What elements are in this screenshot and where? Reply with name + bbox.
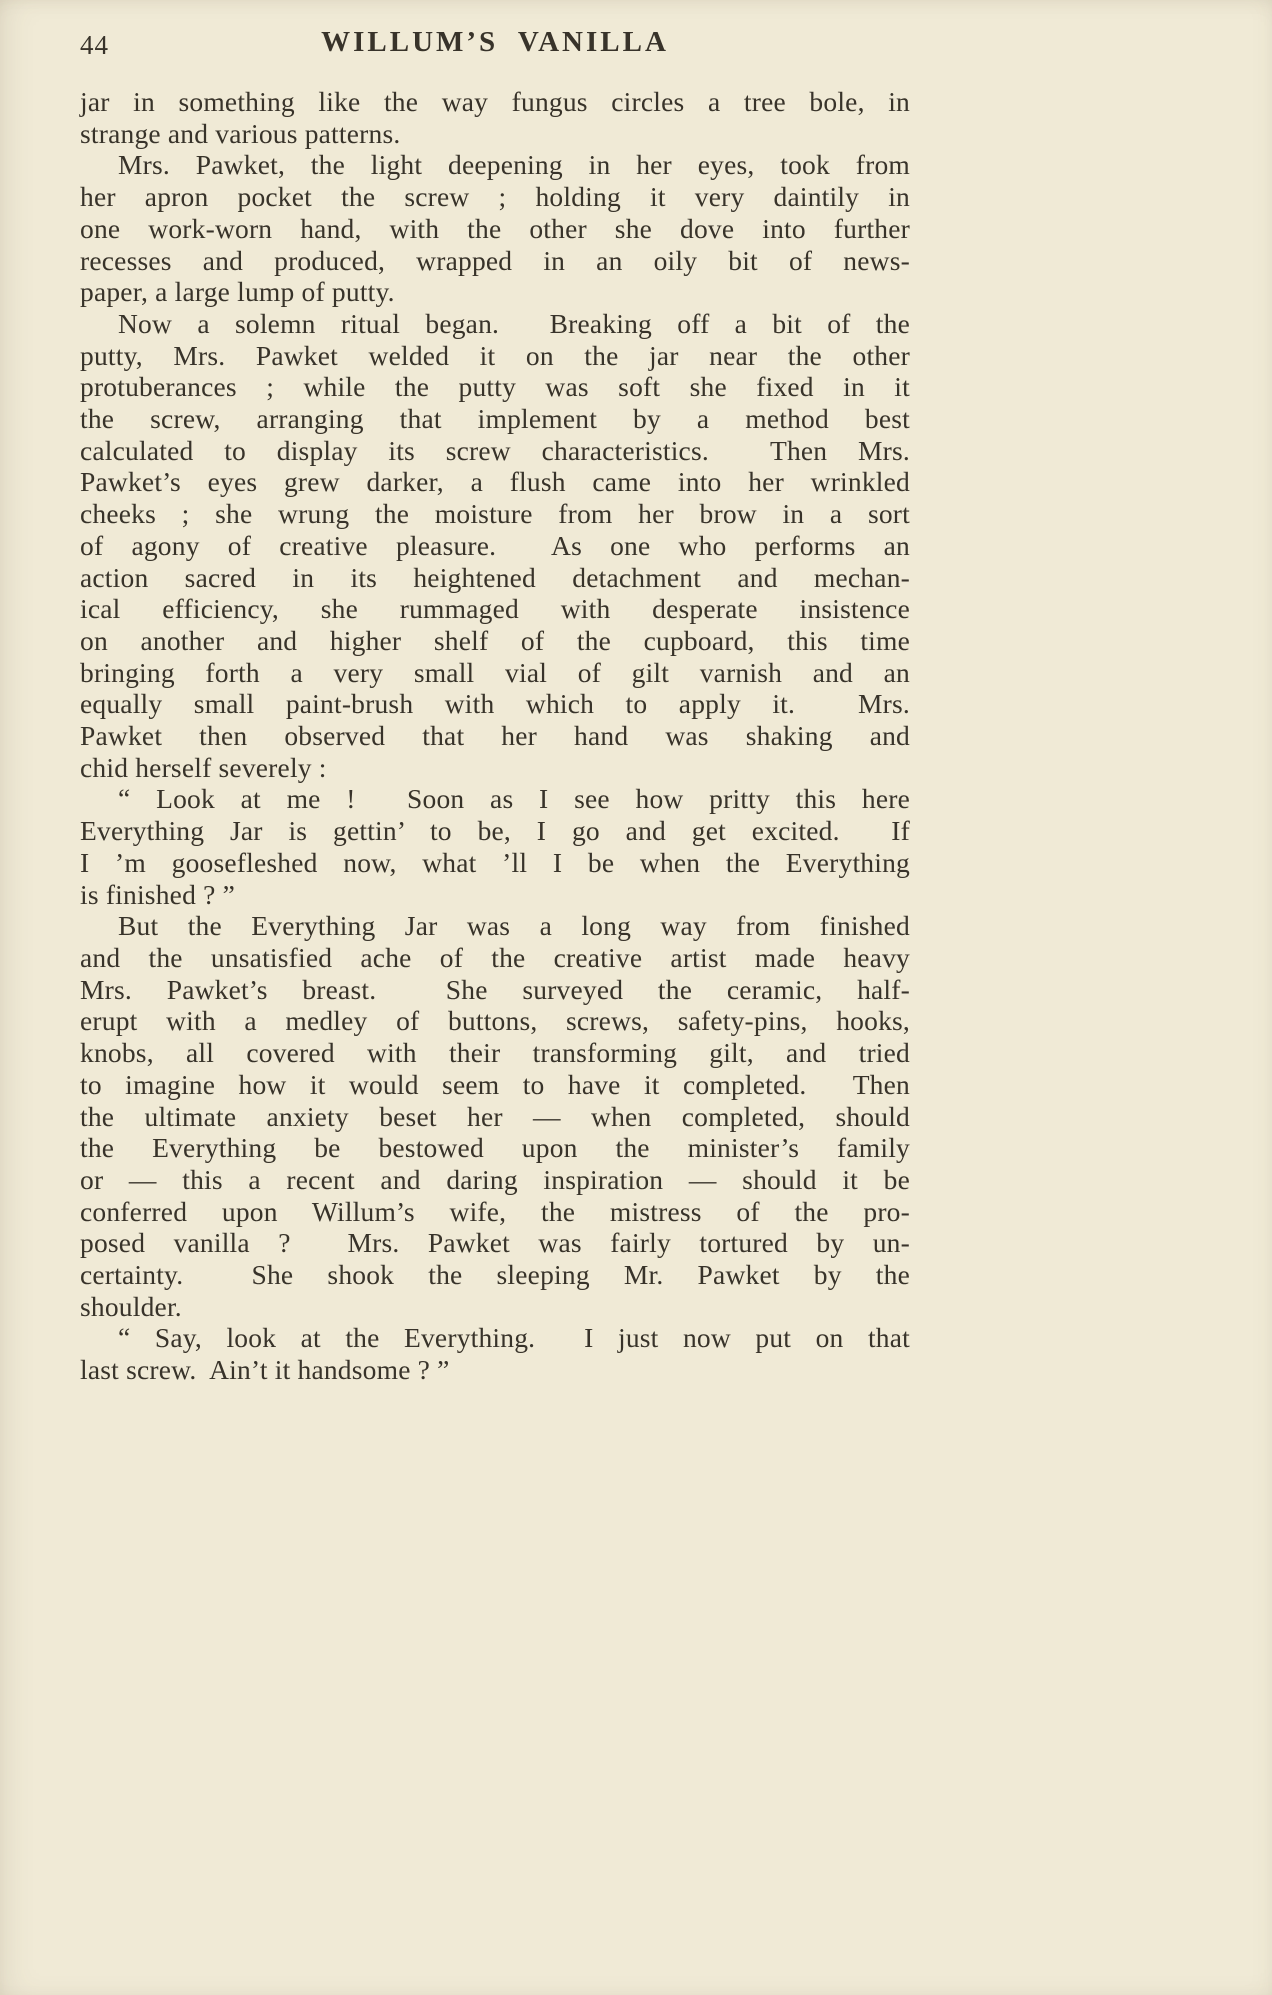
text-line: conferred upon Willum’s wife, the mistress of the pro- xyxy=(80,1195,910,1227)
running-title: WILLUM’S VANILLA xyxy=(321,26,669,58)
text-line: cheeks ; she wrung the moisture from her brow in a sort xyxy=(80,498,910,530)
paragraph xyxy=(80,1322,910,1385)
text-line: her apron pocket the screw ; holding it very daintily in xyxy=(80,181,910,213)
text-line: and the unsatisfied ache of the creative artist made heavy xyxy=(80,941,910,973)
text-line: Now a solemn ritual began. Breaking off a bit of the xyxy=(118,307,910,339)
text-line: knobs, all covered with their transforming gilt, and tried xyxy=(80,1037,910,1069)
text-line: “ Say, look at the Everything. I just now put on that xyxy=(118,1322,910,1354)
text-line: calculated to display its screw characteristics. Then Mrs. xyxy=(80,434,910,466)
text-line: ical efficiency, she rummaged with desperate insistence xyxy=(80,593,910,625)
text-line: paper, a large lump of putty. xyxy=(80,276,395,308)
text-line: one work-worn hand, with the other she dove into further xyxy=(80,212,910,244)
paragraph xyxy=(80,149,910,308)
text-line: to imagine how it would seem to have it completed. Then xyxy=(80,1068,910,1100)
text-line: But the Everything Jar was a long way from finished xyxy=(118,910,910,942)
page-header xyxy=(80,24,910,64)
text-line: I ’m goosefleshed now, what ’ll I be when the Everything xyxy=(80,846,910,878)
paragraph xyxy=(80,86,910,149)
text-line: is finished ? ” xyxy=(80,878,235,910)
text-line: Everything Jar is gettin’ to be, I go and get excited. If xyxy=(80,815,910,847)
text-line: the screw, arranging that implement by a method best xyxy=(80,403,910,435)
paragraph xyxy=(80,783,910,910)
text-line: Pawket then observed that her hand was shaking and xyxy=(80,720,910,752)
book-page xyxy=(0,0,910,1386)
text-line: the ultimate anxiety beset her — when completed, should xyxy=(80,1100,910,1132)
text-line: certainty. She shook the sleeping Mr. Pawket by the xyxy=(80,1259,910,1291)
text-line: action sacred in its heightened detachment and mechan- xyxy=(80,561,910,593)
text-line: posed vanilla ? Mrs. Pawket was fairly tortured by un- xyxy=(80,1227,910,1259)
text-line: last screw. Ain’t it handsome ? ” xyxy=(80,1354,450,1386)
text-line: on another and higher shelf of the cupboard, this time xyxy=(80,624,910,656)
text-line: strange and various patterns. xyxy=(80,117,401,149)
text-line: Mrs. Pawket, the light deepening in her eyes, took from xyxy=(118,149,910,181)
text-line: erupt with a medley of buttons, screws, safety-pins, hooks, xyxy=(80,1005,910,1037)
text-line: or — this a recent and daring inspiration — should it be xyxy=(80,1163,910,1195)
text-line: “ Look at me ! Soon as I see how pritty this here xyxy=(118,783,910,815)
text-line: of agony of creative pleasure. As one who performs an xyxy=(80,529,910,561)
paragraph xyxy=(80,910,910,1322)
text-line: putty, Mrs. Pawket welded it on the jar near the other xyxy=(80,339,910,371)
text-line: recesses and produced, wrapped in an oily bit of news- xyxy=(80,244,910,276)
page-text xyxy=(80,86,910,1386)
text-line: jar in something like the way fungus circles a tree bole, in xyxy=(80,86,910,117)
text-line: equally small paint-brush with which to apply it. Mrs. xyxy=(80,688,910,720)
text-line: Mrs. Pawket’s breast. She surveyed the ceramic, half- xyxy=(80,973,910,1005)
text-line: shoulder. xyxy=(80,1290,182,1322)
text-line: the Everything be bestowed upon the minister’s family xyxy=(80,1132,910,1164)
text-line: protuberances ; while the putty was soft she fixed in it xyxy=(80,371,910,403)
text-line: chid herself severely : xyxy=(80,751,327,783)
text-line: bringing forth a very small vial of gilt varnish and an xyxy=(80,656,910,688)
text-line: Pawket’s eyes grew darker, a flush came into her wrinkled xyxy=(80,466,910,498)
paragraph xyxy=(80,308,910,784)
page-number: 44 xyxy=(80,30,109,60)
